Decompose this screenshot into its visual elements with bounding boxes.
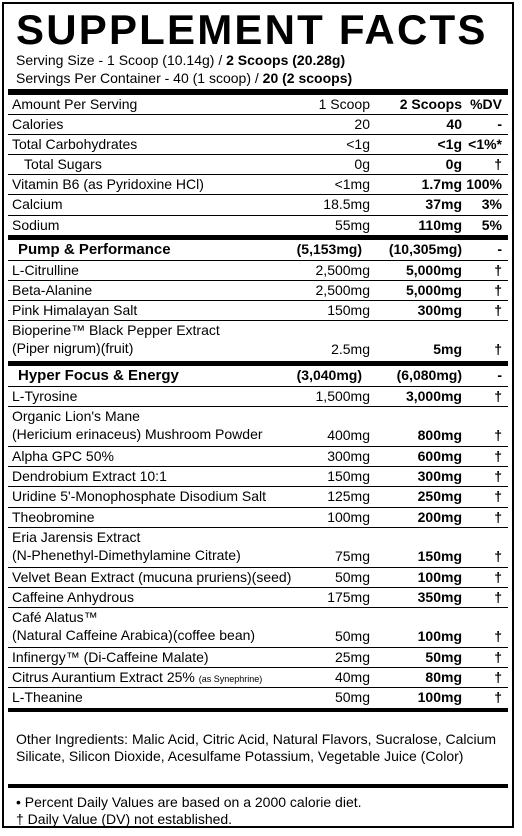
- ingredient-name: Pink Himalayan Salt: [12, 301, 138, 318]
- amount-two-scoops: 100mg: [417, 689, 462, 705]
- amount-one-scoop: 55mg: [334, 216, 370, 233]
- amount-one-scoop: 100mg: [327, 508, 370, 525]
- amount-one-scoop: 125mg: [327, 488, 370, 505]
- footnote-dv-not-established: † Daily Value (DV) not established.: [16, 811, 233, 827]
- other-ingredients: Other Ingredients: Malic Acid, Citric Acid, Natural Flavors, Sucralose, Calcium Silicate, Silicon Dioxide, Acesulfame Potassium, Vegetable Juice (Color): [16, 731, 497, 764]
- thick-divider-other: [8, 708, 508, 712]
- header-one-scoop: 1 Scoop: [318, 96, 370, 112]
- amount-two-scoops: 5,000mg: [405, 261, 462, 278]
- section-header-row: [8, 240, 508, 260]
- ingredient-row: [8, 281, 508, 301]
- ingredient-row: [8, 155, 508, 175]
- ingredient-name-line2: (Hericium erinaceus) Mushroom Powder: [12, 426, 263, 443]
- ingredient-row: [8, 195, 508, 215]
- ingredient-row: [8, 447, 508, 467]
- amount-one-scoop: 300mg: [327, 448, 370, 465]
- daily-value: †: [494, 448, 502, 465]
- amount-one-scoop: 50mg: [334, 627, 370, 644]
- ingredient-name: Caffeine Anhydrous: [12, 588, 134, 605]
- ingredient-row: [8, 407, 508, 447]
- amount-two-scoops: 110mg: [418, 216, 462, 233]
- ingredient-row: [8, 135, 508, 155]
- ingredient-row: [8, 301, 508, 321]
- daily-value: †: [494, 281, 502, 298]
- amount-one-scoop: 75mg: [334, 547, 370, 564]
- ingredient-row: [8, 608, 508, 648]
- amount-two-scoops: 200mg: [417, 508, 462, 525]
- ingredient-name: Dendrobium Extract 10:1: [12, 468, 167, 485]
- daily-value: -: [497, 240, 502, 257]
- ingredient-name-note: (as Synephrine): [198, 673, 263, 684]
- amount-two-scoops: 100mg: [417, 568, 462, 585]
- header-dv: %DV: [470, 96, 502, 112]
- ingredient-name: Calories: [12, 116, 64, 132]
- ingredient-row: [8, 528, 508, 568]
- daily-value: †: [494, 388, 502, 405]
- daily-value: †: [494, 689, 502, 705]
- daily-value: 5%: [481, 216, 502, 233]
- daily-value: †: [494, 261, 502, 278]
- amount-two-scoops: 600mg: [417, 448, 462, 465]
- ingredient-name: Bioperine™ Black Pepper Extract: [12, 322, 220, 338]
- daily-value: †: [494, 427, 502, 444]
- servings-per-container-label: Servings Per Container - 40 (1 scoop) /: [16, 70, 263, 86]
- daily-value: †: [494, 156, 502, 173]
- header-row: [8, 96, 508, 114]
- ingredient-name: Organic Lion's Mane: [12, 408, 140, 425]
- amount-two-scoops: (10,305mg): [388, 240, 462, 257]
- amount-one-scoop: <1mg: [334, 176, 370, 193]
- amount-one-scoop: 1,500mg: [315, 388, 370, 405]
- header-two-scoops: 2 Scoops: [399, 96, 462, 112]
- ingredient-name-group: [12, 669, 262, 688]
- serving-size-bold: 2 Scoops (20.28g): [226, 52, 346, 68]
- section-header-row: [8, 366, 508, 386]
- ingredient-row: [8, 387, 508, 407]
- amount-one-scoop: 150mg: [327, 468, 370, 485]
- amount-one-scoop: 2.5mg: [331, 341, 370, 357]
- daily-value: †: [494, 301, 502, 318]
- ingredient-name: Theobromine: [12, 508, 95, 525]
- amount-two-scoops: 50mg: [425, 648, 462, 665]
- thick-divider-footer: [8, 784, 508, 788]
- ingredient-name: Citrus Aurantium Extract 25%: [12, 668, 195, 685]
- panel-title: SUPPLEMENT FACTS: [16, 6, 488, 53]
- ingredient-name: Beta-Alanine: [12, 281, 93, 298]
- amount-one-scoop: 50mg: [334, 568, 370, 585]
- ingredient-name: Sodium: [12, 216, 60, 233]
- ingredient-name: Calcium: [12, 196, 63, 213]
- ingredient-name-line2: (Natural Caffeine Arabica)(coffee bean): [12, 626, 256, 643]
- daily-value: †: [494, 668, 502, 685]
- amount-two-scoops: 350mg: [417, 588, 462, 605]
- ingredient-row: [8, 175, 508, 195]
- amount-two-scoops: 5mg: [433, 341, 462, 357]
- footnote-daily-values: • Percent Daily Values are based on a 2000 calorie diet.: [16, 794, 362, 810]
- header-amount-per-serving: Amount Per Serving: [12, 96, 138, 112]
- amount-one-scoop: (5,153mg): [296, 240, 362, 257]
- daily-value: †: [494, 648, 502, 665]
- daily-value: †: [494, 588, 502, 605]
- ingredient-row: [8, 648, 508, 668]
- amount-two-scoops: 37mg: [425, 196, 462, 213]
- amount-two-scoops: 250mg: [417, 488, 462, 505]
- amount-one-scoop: <1g: [346, 136, 370, 153]
- ingredient-name: L-Theanine: [12, 689, 83, 705]
- ingredient-row: [8, 508, 508, 528]
- ingredient-name: Café Alatus™: [12, 608, 98, 625]
- section-name: Pump & Performance: [18, 240, 171, 258]
- amount-two-scoops: 0g: [445, 156, 462, 173]
- servings-per-container-bold: 20 (2 scoops): [262, 70, 353, 86]
- amount-one-scoop: 40mg: [334, 668, 370, 685]
- daily-value: †: [494, 468, 502, 485]
- ingredient-name: Infinergy™ (Di-Caffeine Malate): [12, 648, 209, 665]
- amount-one-scoop: 175mg: [327, 588, 370, 605]
- ingredient-name: Uridine 5'-Monophosphate Disodium Salt: [12, 488, 267, 505]
- daily-value: 100%: [466, 176, 502, 193]
- daily-value: †: [494, 547, 502, 564]
- ingredient-name: Eria Jarensis Extract: [12, 528, 141, 545]
- ingredient-name-line2: (N-Phenethyl-Dimethylamine Citrate): [12, 546, 241, 563]
- daily-value: -: [497, 116, 502, 132]
- amount-one-scoop: 2,500mg: [315, 261, 370, 278]
- daily-value: -: [497, 367, 502, 383]
- servings-per-container: [16, 70, 352, 87]
- ingredient-name-line2: (Piper nigrum)(fruit): [12, 340, 134, 356]
- ingredient-name: Velvet Bean Extract (mucuna pruriens)(seed): [12, 568, 292, 585]
- ingredient-row: [8, 216, 508, 236]
- ingredient-name: Total Sugars: [24, 156, 102, 173]
- daily-value: †: [494, 341, 502, 357]
- ingredient-name: L-Tyrosine: [12, 388, 78, 405]
- amount-two-scoops: 300mg: [417, 301, 462, 318]
- amount-two-scoops: 300mg: [417, 468, 462, 485]
- amount-two-scoops: (6,080mg): [396, 367, 462, 383]
- amount-two-scoops: 100mg: [417, 627, 462, 644]
- ingredient-name: Total Carbohydrates: [12, 136, 138, 153]
- amount-one-scoop: 150mg: [327, 301, 370, 318]
- ingredient-row: [8, 568, 508, 588]
- ingredient-row: [8, 261, 508, 281]
- amount-one-scoop: 20: [354, 116, 370, 132]
- serving-size: [16, 52, 345, 69]
- amount-one-scoop: 400mg: [327, 427, 370, 444]
- daily-value: †: [494, 627, 502, 644]
- supplement-facts-panel: [2, 2, 514, 828]
- amount-one-scoop: 50mg: [334, 689, 370, 705]
- ingredient-row: [8, 321, 508, 361]
- amount-two-scoops: 1.7mg: [421, 176, 462, 193]
- amount-one-scoop: 0g: [354, 156, 370, 173]
- serving-size-label: Serving Size - 1 Scoop (10.14g) /: [16, 52, 227, 68]
- ingredient-row: [8, 688, 508, 708]
- ingredient-name: Vitamin B6 (as Pyridoxine HCl): [12, 176, 204, 193]
- ingredient-row: [8, 668, 508, 688]
- amount-two-scoops: 800mg: [417, 427, 462, 444]
- ingredient-row: [8, 115, 508, 135]
- amount-one-scoop: (3,040mg): [296, 367, 362, 383]
- daily-value: †: [494, 508, 502, 525]
- amount-two-scoops: 80mg: [425, 668, 462, 685]
- ingredient-row: [8, 487, 508, 507]
- amount-two-scoops: 40: [446, 116, 462, 132]
- amount-two-scoops: <1g: [437, 136, 462, 153]
- amount-two-scoops: 5,000mg: [405, 281, 462, 298]
- section-name: Hyper Focus & Energy: [18, 367, 179, 384]
- daily-value: 3%: [481, 196, 502, 213]
- amount-two-scoops: 150mg: [417, 547, 462, 564]
- amount-one-scoop: 18.5mg: [323, 196, 370, 213]
- ingredient-name: Alpha GPC 50%: [12, 448, 114, 465]
- amount-one-scoop: 25mg: [334, 648, 370, 665]
- daily-value: †: [494, 488, 502, 505]
- ingredient-row: [8, 588, 508, 608]
- daily-value: <1%*: [468, 136, 502, 153]
- amount-two-scoops: 3,000mg: [405, 388, 462, 405]
- daily-value: †: [494, 568, 502, 585]
- ingredient-row: [8, 467, 508, 487]
- amount-one-scoop: 2,500mg: [315, 281, 370, 298]
- ingredient-name: L-Citrulline: [12, 261, 79, 278]
- thick-divider: [8, 89, 508, 95]
